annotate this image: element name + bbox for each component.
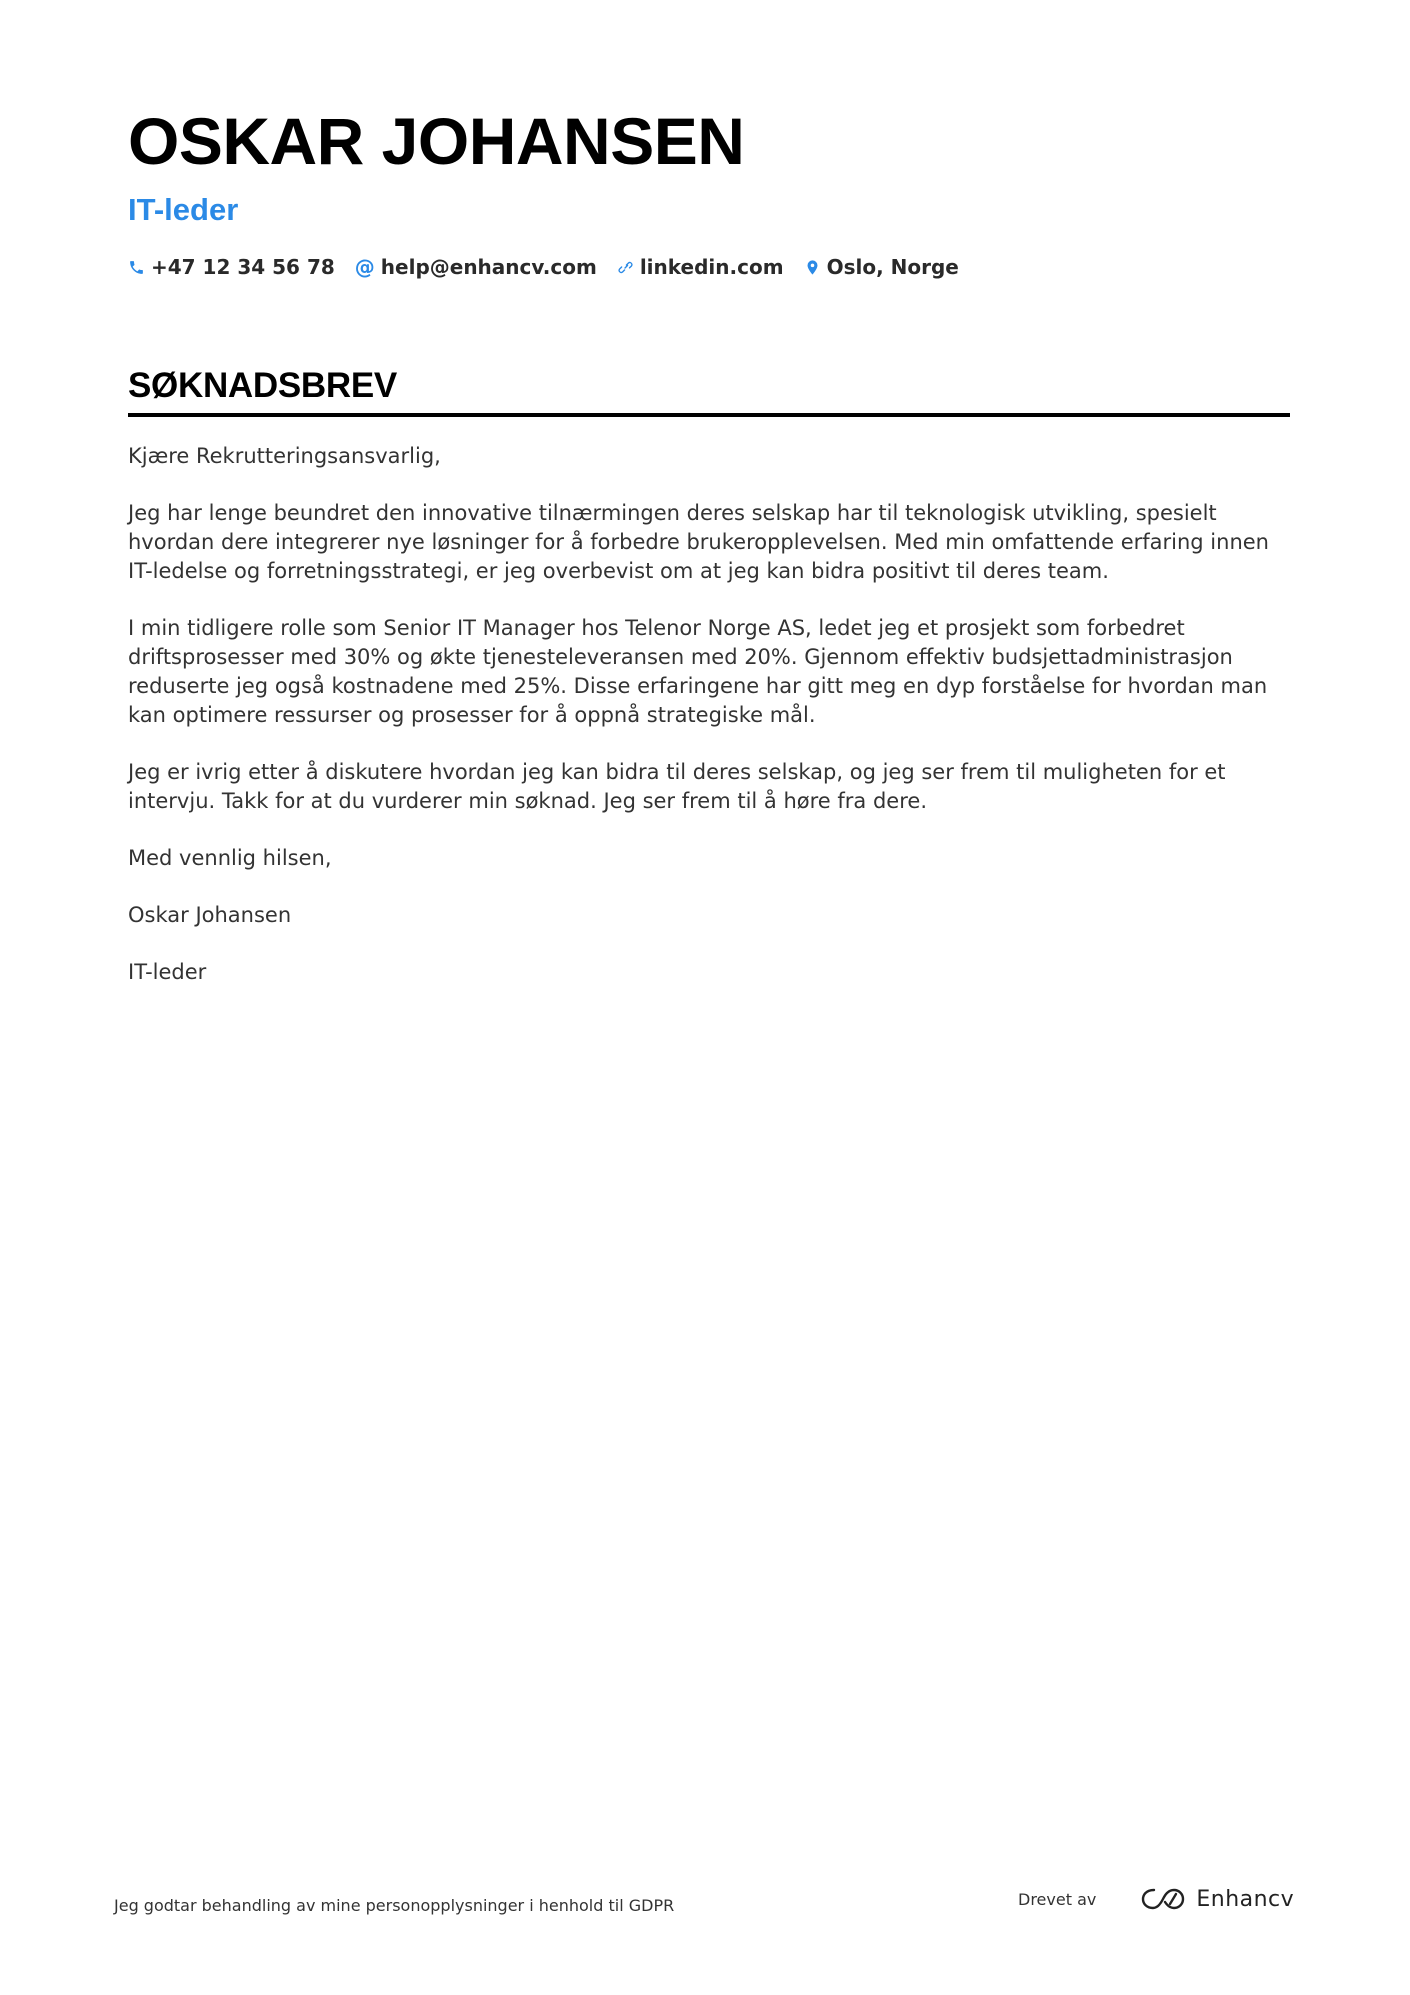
email-text[interactable]: help@enhancv.com xyxy=(380,255,597,279)
enhancv-logo[interactable] xyxy=(1140,1886,1294,1912)
paragraph-1: Jeg har lenge beundret den innovative tilnærmingen deres selskap har til teknologisk utvikling, spesielt hvordan dere integrerer nye løsninger for å forbedre brukeropplevelsen. Med min omfattende erfaring innen IT-ledelse og forretningsstrategi, er jeg overbevist om at jeg kan bidra positivt til deres team. xyxy=(128,501,1269,583)
phone-icon xyxy=(128,259,145,276)
location-text: Oslo, Norge xyxy=(826,255,959,279)
contact-linkedin[interactable] xyxy=(617,255,784,279)
contact-location xyxy=(804,255,959,279)
paragraph-2: I min tidligere rolle som Senior IT Manager hos Telenor Norge AS, ledet jeg et prosjekt som forbedret driftsprosesser med 30% og økte tjenesteleveransen med 20%. Gjennom effektiv budsjettadministrasjon reduserte jeg også kostnadene med 25%. Disse erfaringene har gitt meg en dyp forståelse for hvordan man kan optimere ressurser og prosesser for å oppnå strategiske mål. xyxy=(128,616,1268,727)
contact-bar xyxy=(128,255,979,279)
gdpr-consent: Jeg godtar behandling av mine personopplysninger i henhold til GDPR xyxy=(114,1896,675,1915)
signature-title: IT-leder xyxy=(128,960,207,984)
candidate-title: IT-leder xyxy=(128,192,239,227)
at-icon: @ xyxy=(354,255,375,279)
signature-name: Oskar Johansen xyxy=(128,903,292,927)
location-pin-icon xyxy=(804,259,821,276)
candidate-name: OSKAR JOHANSEN xyxy=(128,104,745,178)
powered-by xyxy=(1018,1886,1294,1912)
salutation: Kjære Rekrutteringsansvarlig, xyxy=(128,444,441,468)
section-title: SØKNADSBREV xyxy=(128,368,1290,417)
paragraph-3: Jeg er ivrig etter å diskutere hvordan jeg kan bidra til deres selskap, og jeg ser frem til muligheten for et intervju. Takk for at du vurderer min søknad. Jeg ser frem til å høre fra dere. xyxy=(128,760,1226,813)
enhancv-logo-icon xyxy=(1140,1886,1186,1912)
enhancv-logo-text: Enhancv xyxy=(1196,1886,1295,1912)
linkedin-text[interactable]: linkedin.com xyxy=(639,255,784,279)
phone-text: +47 12 34 56 78 xyxy=(151,255,335,279)
closing: Med vennlig hilsen, xyxy=(128,846,332,870)
link-icon xyxy=(617,259,634,276)
contact-phone xyxy=(128,255,335,279)
letter-body xyxy=(128,442,1290,1015)
powered-by-label: Drevet av xyxy=(1018,1889,1097,1909)
contact-email[interactable] xyxy=(355,255,597,279)
